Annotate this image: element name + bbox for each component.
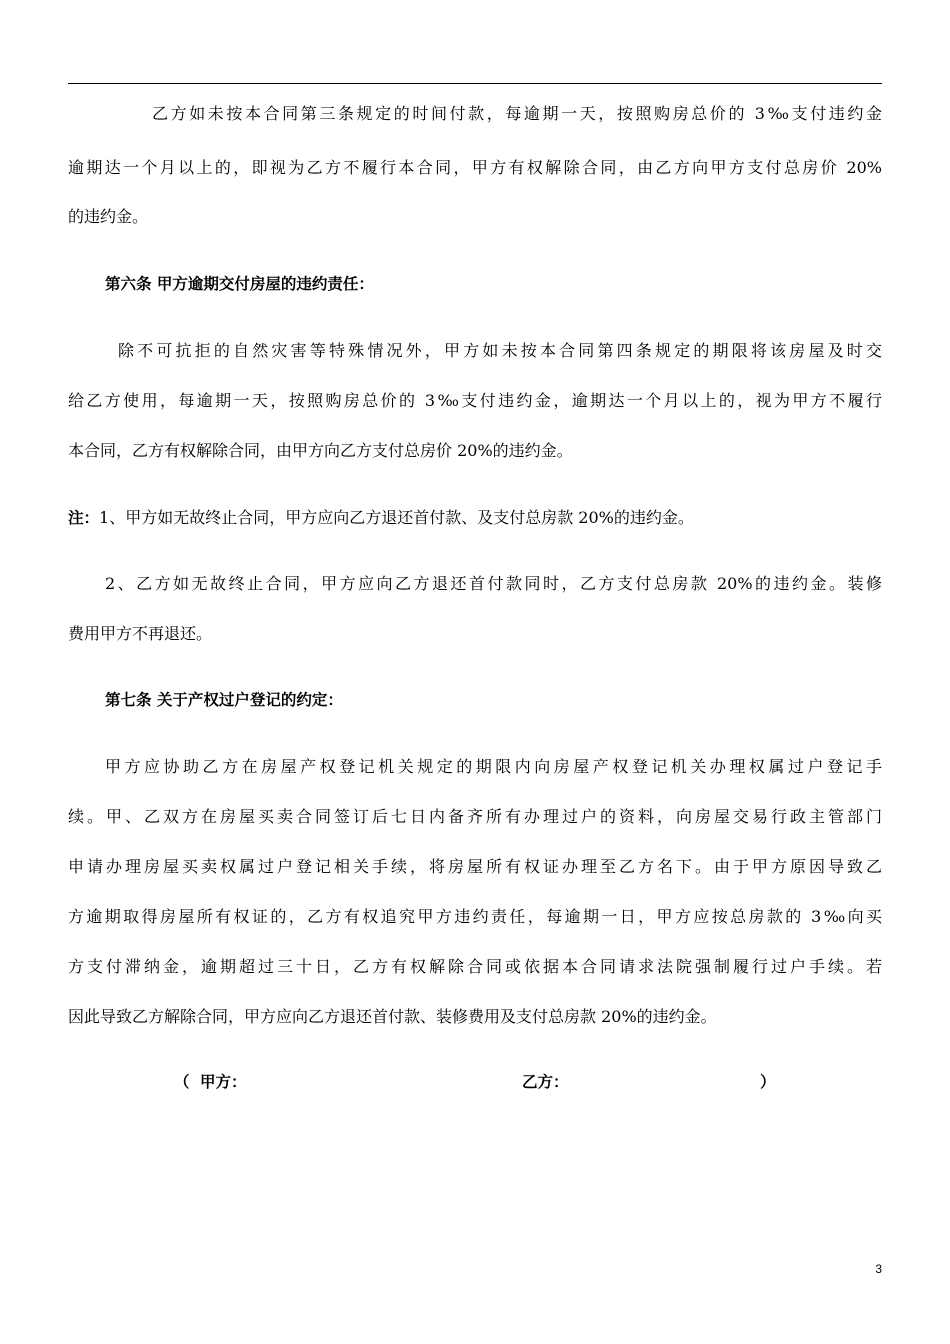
note-item-1-text: 1、甲方如无故终止合同，甲方应向乙方退还首付款、及支付总房款 20%的违约金。 [99, 508, 694, 527]
paragraph-line: 的违约金。 [68, 207, 149, 226]
page-number: 3 [875, 1262, 882, 1276]
party-a-label: 甲方： [200, 1073, 247, 1091]
paragraph-line: 续。甲、乙双方在房屋买卖合同签订后七日内备齐所有办理过户的资料，向房屋交易行政主管部门 [68, 807, 882, 826]
signature-open-paren: （ [174, 1073, 190, 1091]
note-item-2-line: 费用甲方不再退还。 [68, 624, 213, 643]
note-label: 注： [68, 509, 100, 527]
paragraph-line: 方支付滞纳金，逾期超过三十日，乙方有权解除合同或依据本合同请求法院强制履行过户手续。若 [68, 957, 882, 976]
paragraph-line: 方逾期取得房屋所有权证的，乙方有权追究甲方违约责任，每逾期一日，甲方应按总房款的 3‰向买 [68, 907, 882, 926]
paragraph-line: 因此导致乙方解除合同，甲方应向乙方退还首付款、装修费用及支付总房款 20%的违约金。 [68, 1007, 717, 1026]
article-6-heading: 第六条 甲方逾期交付房屋的违约责任： [105, 275, 374, 293]
header-rule [68, 83, 882, 84]
note-item-1 [68, 507, 882, 529]
note-item-2-line: 2、乙方如无故终止合同，甲方应向乙方退还首付款同时，乙方支付总房款 20%的违约金。装修 [105, 574, 882, 593]
article-7-heading: 第七条 关于产权过户登记的约定： [105, 691, 343, 709]
paragraph-line: 给乙方使用，每逾期一天，按照购房总价的 3‰支付违约金，逾期达一个月以上的，视为甲方不履行 [68, 391, 882, 410]
paragraph-line: 逾期达一个月以上的，即视为乙方不履行本合同，甲方有权解除合同，由乙方向甲方支付总房价 20% [68, 158, 882, 177]
paragraph-line: 甲方应协助乙方在房屋产权登记机关规定的期限内向房屋产权登记机关办理权属过户登记手 [105, 757, 882, 776]
paragraph-line: 除不可抗拒的自然灾害等特殊情况外，甲方如未按本合同第四条规定的期限将该房屋及时交 [118, 341, 882, 360]
paragraph-line: 本合同，乙方有权解除合同，由甲方向乙方支付总房价 20%的违约金。 [68, 441, 573, 460]
paragraph-line: 申请办理房屋买卖权属过户登记相关手续，将房屋所有权证办理至乙方名下。由于甲方原因导致乙 [68, 857, 882, 876]
signature-close-paren: ） [760, 1073, 776, 1091]
party-b-label: 乙方： [522, 1073, 569, 1091]
paragraph-line: 乙方如未按本合同第三条规定的时间付款，每逾期一天，按照购房总价的 3‰支付违约金 [152, 104, 882, 123]
